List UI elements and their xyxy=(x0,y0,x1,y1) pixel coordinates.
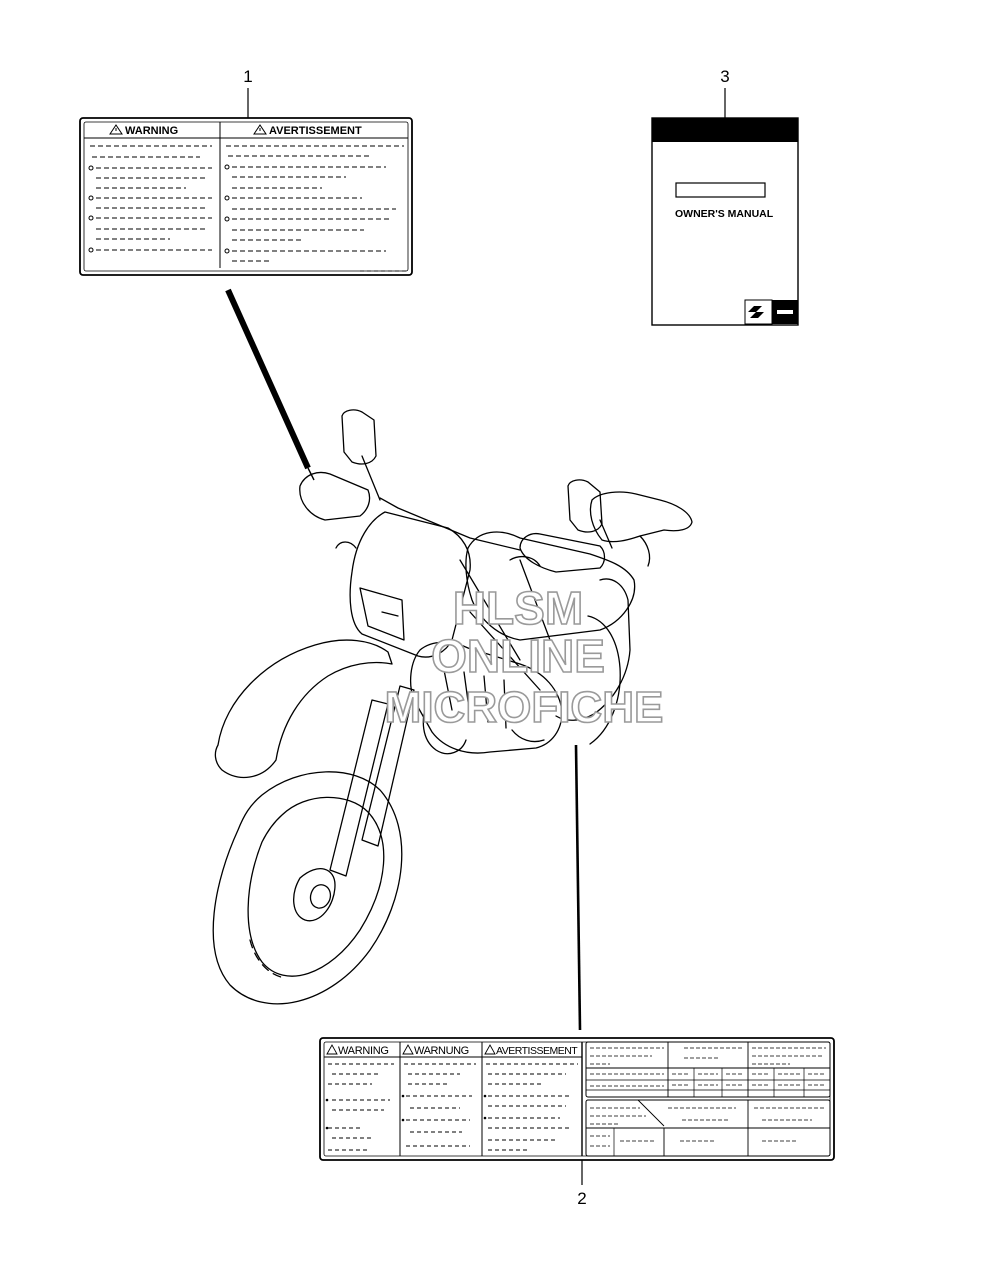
headlight-detail xyxy=(382,612,398,616)
manual-title-box xyxy=(676,183,765,197)
watermark-line-2: ONLINE xyxy=(431,630,605,682)
callout-number-1: 1 xyxy=(243,67,253,86)
right-mirror-stem xyxy=(600,520,612,548)
left-handguard xyxy=(300,473,370,521)
left-mirror xyxy=(342,410,376,464)
left-mirror-stem xyxy=(362,456,380,500)
front-hub xyxy=(294,869,335,921)
callout-2[interactable] xyxy=(577,1160,586,1208)
warning-label-part-1[interactable] xyxy=(80,118,412,275)
label-2-warnung-heading: WARNUNG xyxy=(414,1045,469,1057)
right-mirror xyxy=(568,480,602,532)
tyre-tread-hint xyxy=(250,940,285,978)
fork-left xyxy=(330,700,388,876)
callout-number-2: 2 xyxy=(577,1189,587,1208)
label-2-avertissement-heading: AVERTISSEMENT xyxy=(496,1045,578,1057)
front-tyre xyxy=(213,772,402,1004)
left-lever xyxy=(336,542,356,548)
callout-number-3: 3 xyxy=(720,67,730,86)
label-1-avertissement-heading: AVERTISSEMENT xyxy=(269,125,362,137)
leader-line-part-2 xyxy=(576,745,580,1030)
owners-manual-part-3[interactable] xyxy=(652,118,798,325)
handlebar xyxy=(380,498,520,550)
manual-title: OWNER'S MANUAL xyxy=(675,208,774,220)
tail-detail xyxy=(640,536,650,566)
callout-1[interactable] xyxy=(243,67,252,118)
front-fender xyxy=(215,640,392,777)
manual-top-band xyxy=(652,118,798,142)
manual-cover xyxy=(652,118,798,325)
watermark-line-1: HLSM xyxy=(452,582,584,634)
label-1-warning-heading: WARNING xyxy=(125,125,179,137)
label-2-warning-heading: WARNING xyxy=(338,1045,389,1057)
watermark-line-3: MICROFICHE xyxy=(384,683,664,732)
headlight-lens xyxy=(360,588,404,640)
leader-line-part-1 xyxy=(228,290,308,468)
right-handguard xyxy=(520,534,605,572)
front-axle xyxy=(311,885,331,908)
manual-corner-dash xyxy=(777,310,793,314)
callout-3[interactable] xyxy=(720,67,729,118)
warning-label-part-2[interactable] xyxy=(320,1038,834,1160)
